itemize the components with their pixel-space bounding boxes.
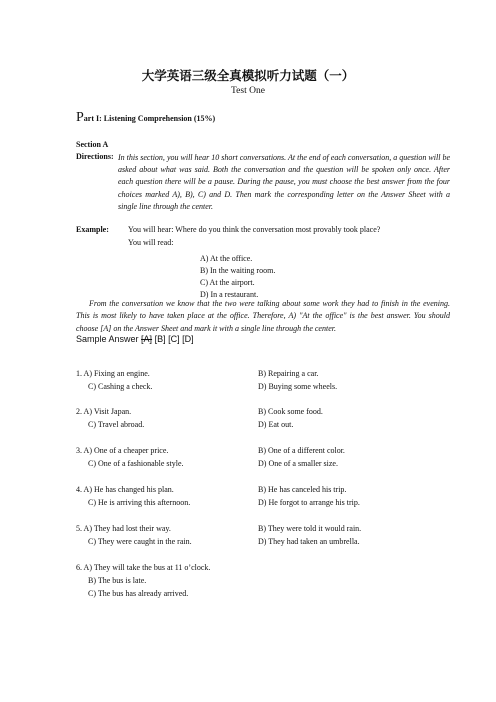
sample-answer-label: Sample Answer [76,334,139,344]
question-6-option-b: B) The bus is late. [88,576,147,585]
question-5-option-b: B) They were told it would rain. [258,524,362,533]
example-read: You will read: [128,238,174,247]
directions-text: In this section, you will hear 10 short conversations. At the end of each conversation, a question will be asked about what was said. Both the conversation and the question will be spoken only once. After each question there will be a pause. During the pause, you must choose the best answer from the four choices marked A), B), C) and D. Then mark the corresponding letter on the Answer Sheet with a single line through the center. [118,153,450,211]
part-heading-text: art I: Listening Comprehension (15%) [83,114,216,123]
example-option-c: C) At the airport. [200,278,255,287]
question-1-option-c: C) Cashing a check. [88,382,153,391]
question-3-option-b: B) One of a different color. [258,446,345,455]
question-1-option-b: B) Repairing a car. [258,369,319,378]
question-4-option-a: 4. A) He has changed his plan. [76,485,174,494]
example-option-b: B) In the waiting room. [200,266,276,275]
question-2-option-b: B) Cook some food. [258,407,323,416]
test-subtitle: Test One [231,86,265,96]
page-title: 大学英语三级全真模拟听力试题（一） [141,68,355,83]
directions-label: Directions: [76,152,114,161]
example-hear: You will hear: Where do you think the conversation most provably took place? [128,225,381,234]
sample-answer-options: [B] [C] [D] [152,334,194,344]
question-5-option-d: D) They had taken an umbrella. [258,537,360,546]
example-option-d: D) In a restaurant. [200,290,259,299]
question-3-option-d: D) One of a smaller size. [258,459,338,468]
question-3-option-c: C) One of a fashionable style. [88,459,184,468]
sample-answer [76,334,194,344]
question-2-option-d: D) Eat out. [258,420,294,429]
section-heading: Section A [76,140,109,149]
example-option-a: A) At the office. [200,254,253,263]
question-6-option-c: C) The bus has already arrived. [88,589,189,598]
question-4-option-d: D) He forgot to arrange his trip. [258,498,360,507]
sample-answer-marked: [A] [141,334,153,344]
question-1-option-a: 1. A) Fixing an engine. [76,369,150,378]
question-4-option-b: B) He has canceled his trip. [258,485,347,494]
question-2-option-a: 2. A) Visit Japan. [76,407,132,416]
explanation-paragraph: From the conversation we know that the two were talking about some work they had to finish in the evening. This is most likely to have taken place at the office. Therefore, A) "At the office" is the best answer. You should choose [A] on the Answer Sheet and mark it with a single line through the center. [76,299,450,333]
part-initial: P [76,110,84,125]
question-4-option-c: C) He is arriving this afternoon. [88,498,191,507]
question-5-option-a: 5. A) They had lost their way. [76,524,171,533]
question-2-option-c: C) Travel abroad. [88,420,145,429]
question-6-option-a: 6. A) They will take the bus at 11 o’clock. [76,563,211,572]
question-5-option-c: C) They were caught in the rain. [88,537,192,546]
question-3-option-a: 3. A) One of a cheaper price. [76,446,169,455]
question-1-option-d: D) Buying some wheels. [258,382,338,391]
part-heading [76,110,215,126]
example-label: Example: [76,225,109,234]
